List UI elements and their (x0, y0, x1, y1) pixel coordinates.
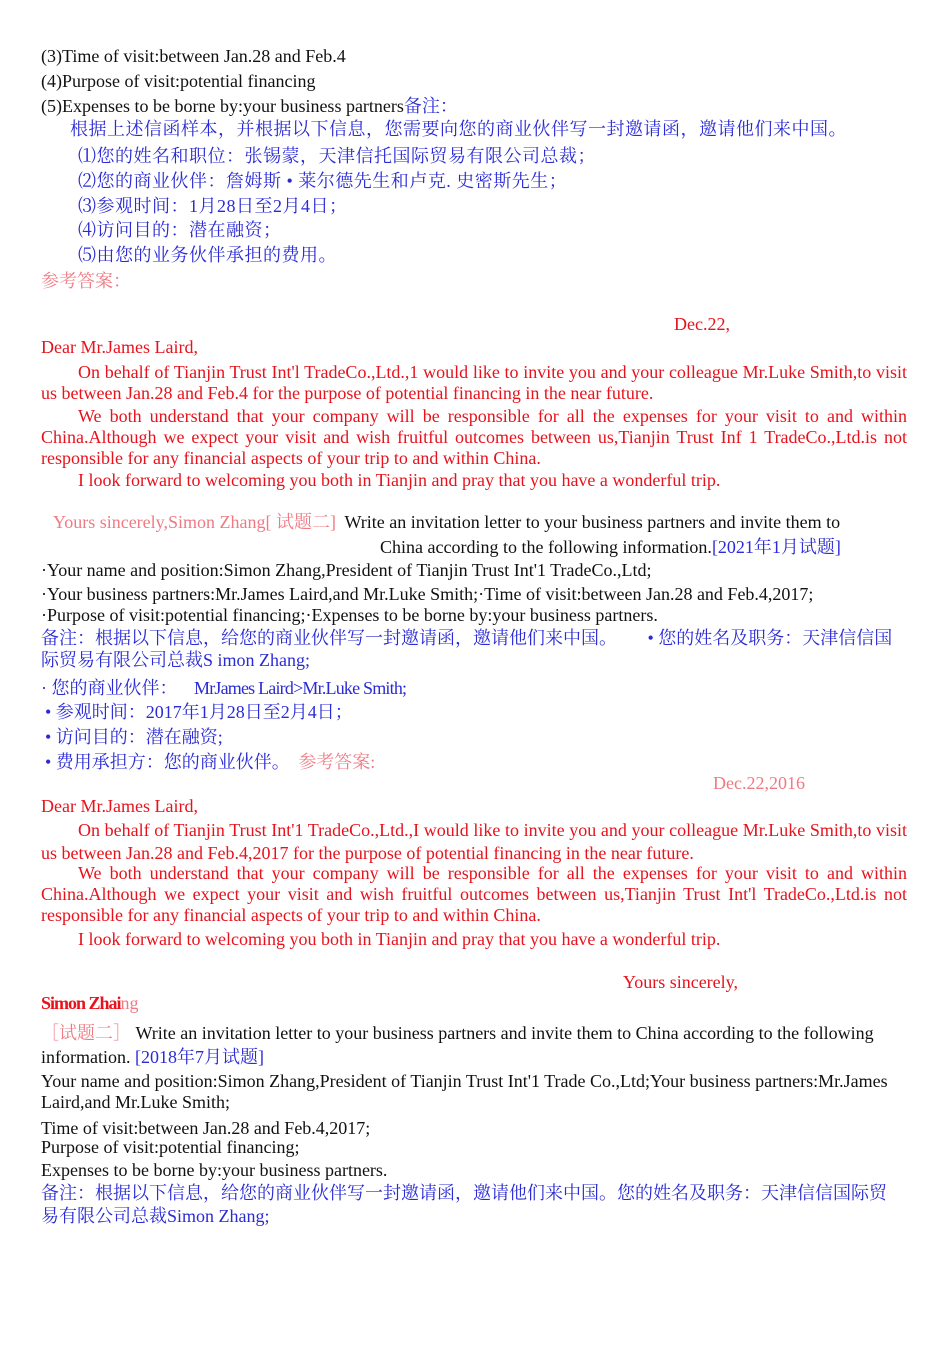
letter1-paragraph-2: We both understand that your company will be responsible for all the expenses for your visit to and within China.Although we expect your visit and wish fruitful outcomes between us,Tianjin Trust Inf 1 TradeCo.,Ltd.is not responsible for any financial aspects of your trip to and within China. (41, 406, 907, 468)
letter2-salutation: Dear Mr.James Laird, (41, 796, 198, 816)
question-2018-info-purpose: Purpose of visit:potential financing; (41, 1137, 300, 1157)
question-2018-info-time: Time of visit:between Jan.28 and Feb.4,2017; (41, 1118, 371, 1138)
letter2-signature (41, 993, 139, 1014)
expenses-line (41, 96, 458, 117)
note-visit-time: • 参观时间：2017年1月28日至2月4日； (45, 702, 353, 722)
note-name-position: • 您的姓名及职务：天津信信国 (647, 628, 893, 648)
note-text: 备注：根据以下信息，给您的商业伙伴写一封邀请函，邀请他们来中国。 (41, 628, 617, 648)
note-item-2: ⑵您的商业伙伴：詹姆斯 • 莱尔德先生和卢克. 史密斯先生； (78, 171, 568, 191)
question-2018-tag: ［试题二］ (41, 1023, 131, 1043)
letter2-closing: Yours sincerely, (623, 972, 738, 992)
note-partners (41, 678, 406, 699)
question-date-tag: [2021年1月试题] (711, 537, 841, 557)
letter1-salutation: Dear Mr.James Laird, (41, 337, 198, 357)
letter1-closing: Yours sincerely,Simon Zhang[ (53, 512, 272, 532)
info-purpose-expenses: ·Purpose of visit:potential financing;·Expenses to be borne by:your business partners. (41, 605, 658, 625)
letter2-paragraph-3: I look forward to welcoming you both in Tianjin and pray that you have a wonderful trip. (78, 929, 721, 949)
answer-label: 参考答案： (41, 271, 131, 291)
question-2018-prompt (41, 1021, 907, 1069)
note-item-3: ⑶参观时间：1月28日至2月4日； (78, 196, 348, 216)
question-2018-info-expenses: Expenses to be borne by:your business partners. (41, 1160, 388, 1180)
letter1-paragraph-1: On behalf of Tianjin Trust Int'l TradeCo.,Ltd.,1 would like to invite you and your colleague Mr.Luke Smith,to visit us between Jan.28 and Feb.4 for the purpose of potential financing in the near future. (41, 362, 907, 403)
question-tag: 试题二] (276, 512, 336, 532)
letter1-date: Dec.22, (674, 314, 730, 334)
question-2021-answer-label: 参考答案: (298, 752, 376, 772)
visit-time-line: (3)Time of visit:between Jan.28 and Feb.4 (41, 46, 346, 66)
info-partners-time: ·Your business partners:Mr.James Laird,and Mr.Luke Smith;·Time of visit:between Jan.28 and Feb.4,2017; (41, 584, 814, 604)
note-item-5: ⑸由您的业务伙伴承担的费用。 (78, 245, 337, 265)
note-intro: 根据上述信函样本，并根据以下信息，您需要向您的商业伙伴写一封邀请函，邀请他们来中国。 (70, 119, 847, 139)
question-2018-info-name: Your name and position:Simon Zhang,President of Tianjin Trust Int'1 Trade Co.,Ltd;Your business partners:Mr.James Laird,and Mr.Luke Smith; (41, 1071, 888, 1112)
note-expense: • 费用承担方：您的商业伙伴。 (45, 752, 290, 772)
note-expense-row (45, 752, 375, 773)
question-2018-date-tag: [2018年7月试题] (134, 1047, 264, 1067)
question-prompt: Write an invitation letter to your business partners and invite them to (344, 512, 841, 532)
question-2021-header (53, 512, 840, 533)
note-item-4: ⑷访问目的：潜在融资； (78, 220, 282, 240)
info-name-position: ·Your name and position:Simon Zhang,President of Tianjin Trust Int'1 TradeCo.,Ltd; (41, 560, 652, 580)
question-2018-text: Write an invitation letter to your business partners and invite them to China according to the following information. (41, 1023, 874, 1067)
question-2018-note: 备注：根据以下信息，给您的商业伙伴写一封邀请函，邀请他们来中国。您的姓名及职务：天津信信国际贸易有限公司总裁Simon Zhang; (41, 1183, 887, 1226)
note-company: 际贸易有限公司总裁S imon Zhang; (41, 650, 310, 670)
letter1-paragraph-3: I look forward to welcoming you both in Tianjin and pray that you have a wonderful trip. (78, 470, 721, 490)
purpose-line: (4)Purpose of visit:potential financing (41, 71, 316, 91)
note-label: 备注： (403, 96, 458, 116)
signature-main: Simon Zhai (41, 993, 121, 1013)
question-2021-prompt-cont (380, 537, 841, 558)
note-partners-label: · 您的商业伙伴： (41, 678, 178, 698)
note-purpose: • 访问目的：潜在融资; (45, 727, 223, 747)
expenses-text: (5)Expenses to be borne by:your business partners (41, 96, 404, 116)
letter2-paragraph-2: We both understand that your company will be responsible for all the expenses for your visit to and within China.Although we expect your visit and wish fruitful outcomes between us,Tianjin Trust Int'l TradeCo.,Ltd.is not responsible for any financial aspects of your trip to and within China. (41, 863, 907, 925)
letter2-paragraph-1: On behalf of Tianjin Trust Int'1 TradeCo.,Ltd.,I would like to invite you and your colleague Mr.Luke Smith,to visit us between Jan.28 and Feb.4,2017 for the purpose of potential financing in the near future. (41, 820, 907, 863)
question-prompt-cont: China according to the following information. (380, 537, 712, 557)
note-item-1: ⑴您的姓名和职位：张锡蒙，天津信托国际贸易有限公司总裁； (78, 146, 596, 166)
letter2-date: Dec.22,2016 (713, 773, 805, 793)
question-2021-note (41, 628, 892, 649)
signature-tail: ng (120, 993, 139, 1013)
note-partners-names: MrJames Laird>Mr.Luke Smith; (194, 678, 407, 698)
